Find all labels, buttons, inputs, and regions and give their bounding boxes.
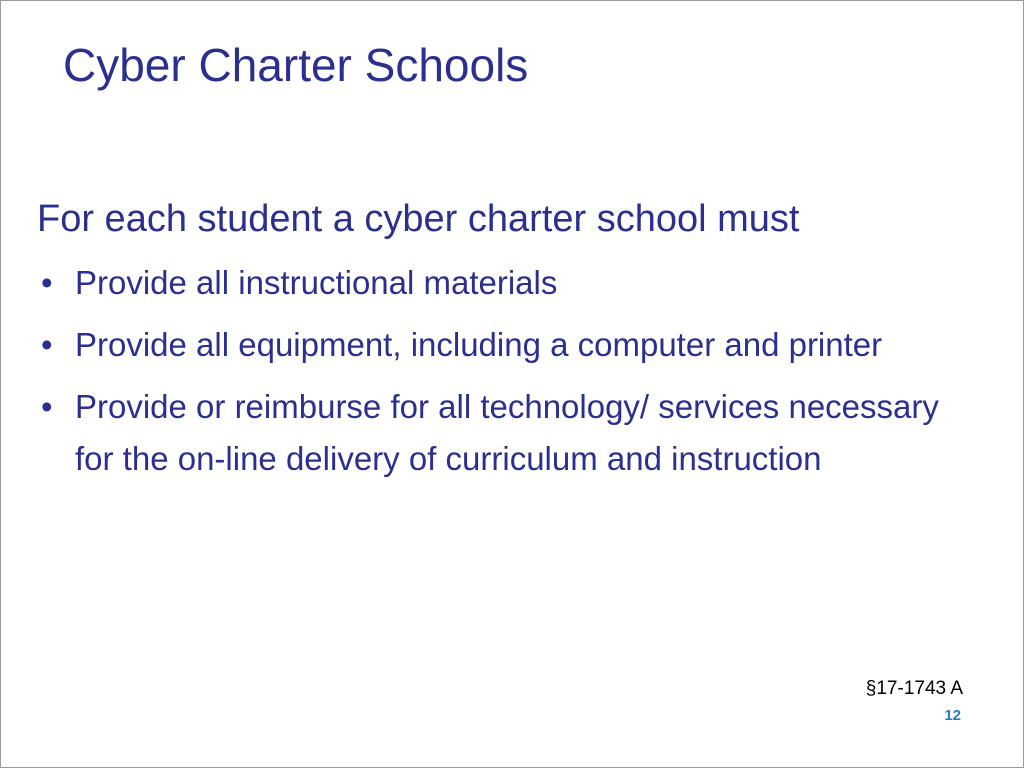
bullet-item: [37, 381, 997, 485]
bullet-text: Provide or reimburse for all technology/ services necessary for the on-line delivery of curriculum and instruction: [75, 388, 939, 477]
slide-title: Cyber Charter Schools: [63, 39, 529, 91]
bullet-text: Provide all equipment, including a computer and printer: [75, 326, 883, 363]
bullet-item: [37, 257, 997, 309]
bullet-marker: •: [41, 388, 53, 425]
bullet-marker: •: [41, 264, 53, 301]
slide-body: [37, 191, 997, 495]
page-number: 12: [944, 707, 961, 724]
statute-citation: §17-1743 A: [865, 678, 963, 699]
bullet-item: [37, 319, 997, 371]
bullet-list: [37, 257, 997, 485]
bullet-marker: •: [41, 326, 53, 363]
bullet-text: Provide all instructional materials: [75, 264, 558, 301]
lead-text: For each student a cyber charter school must: [37, 198, 800, 240]
